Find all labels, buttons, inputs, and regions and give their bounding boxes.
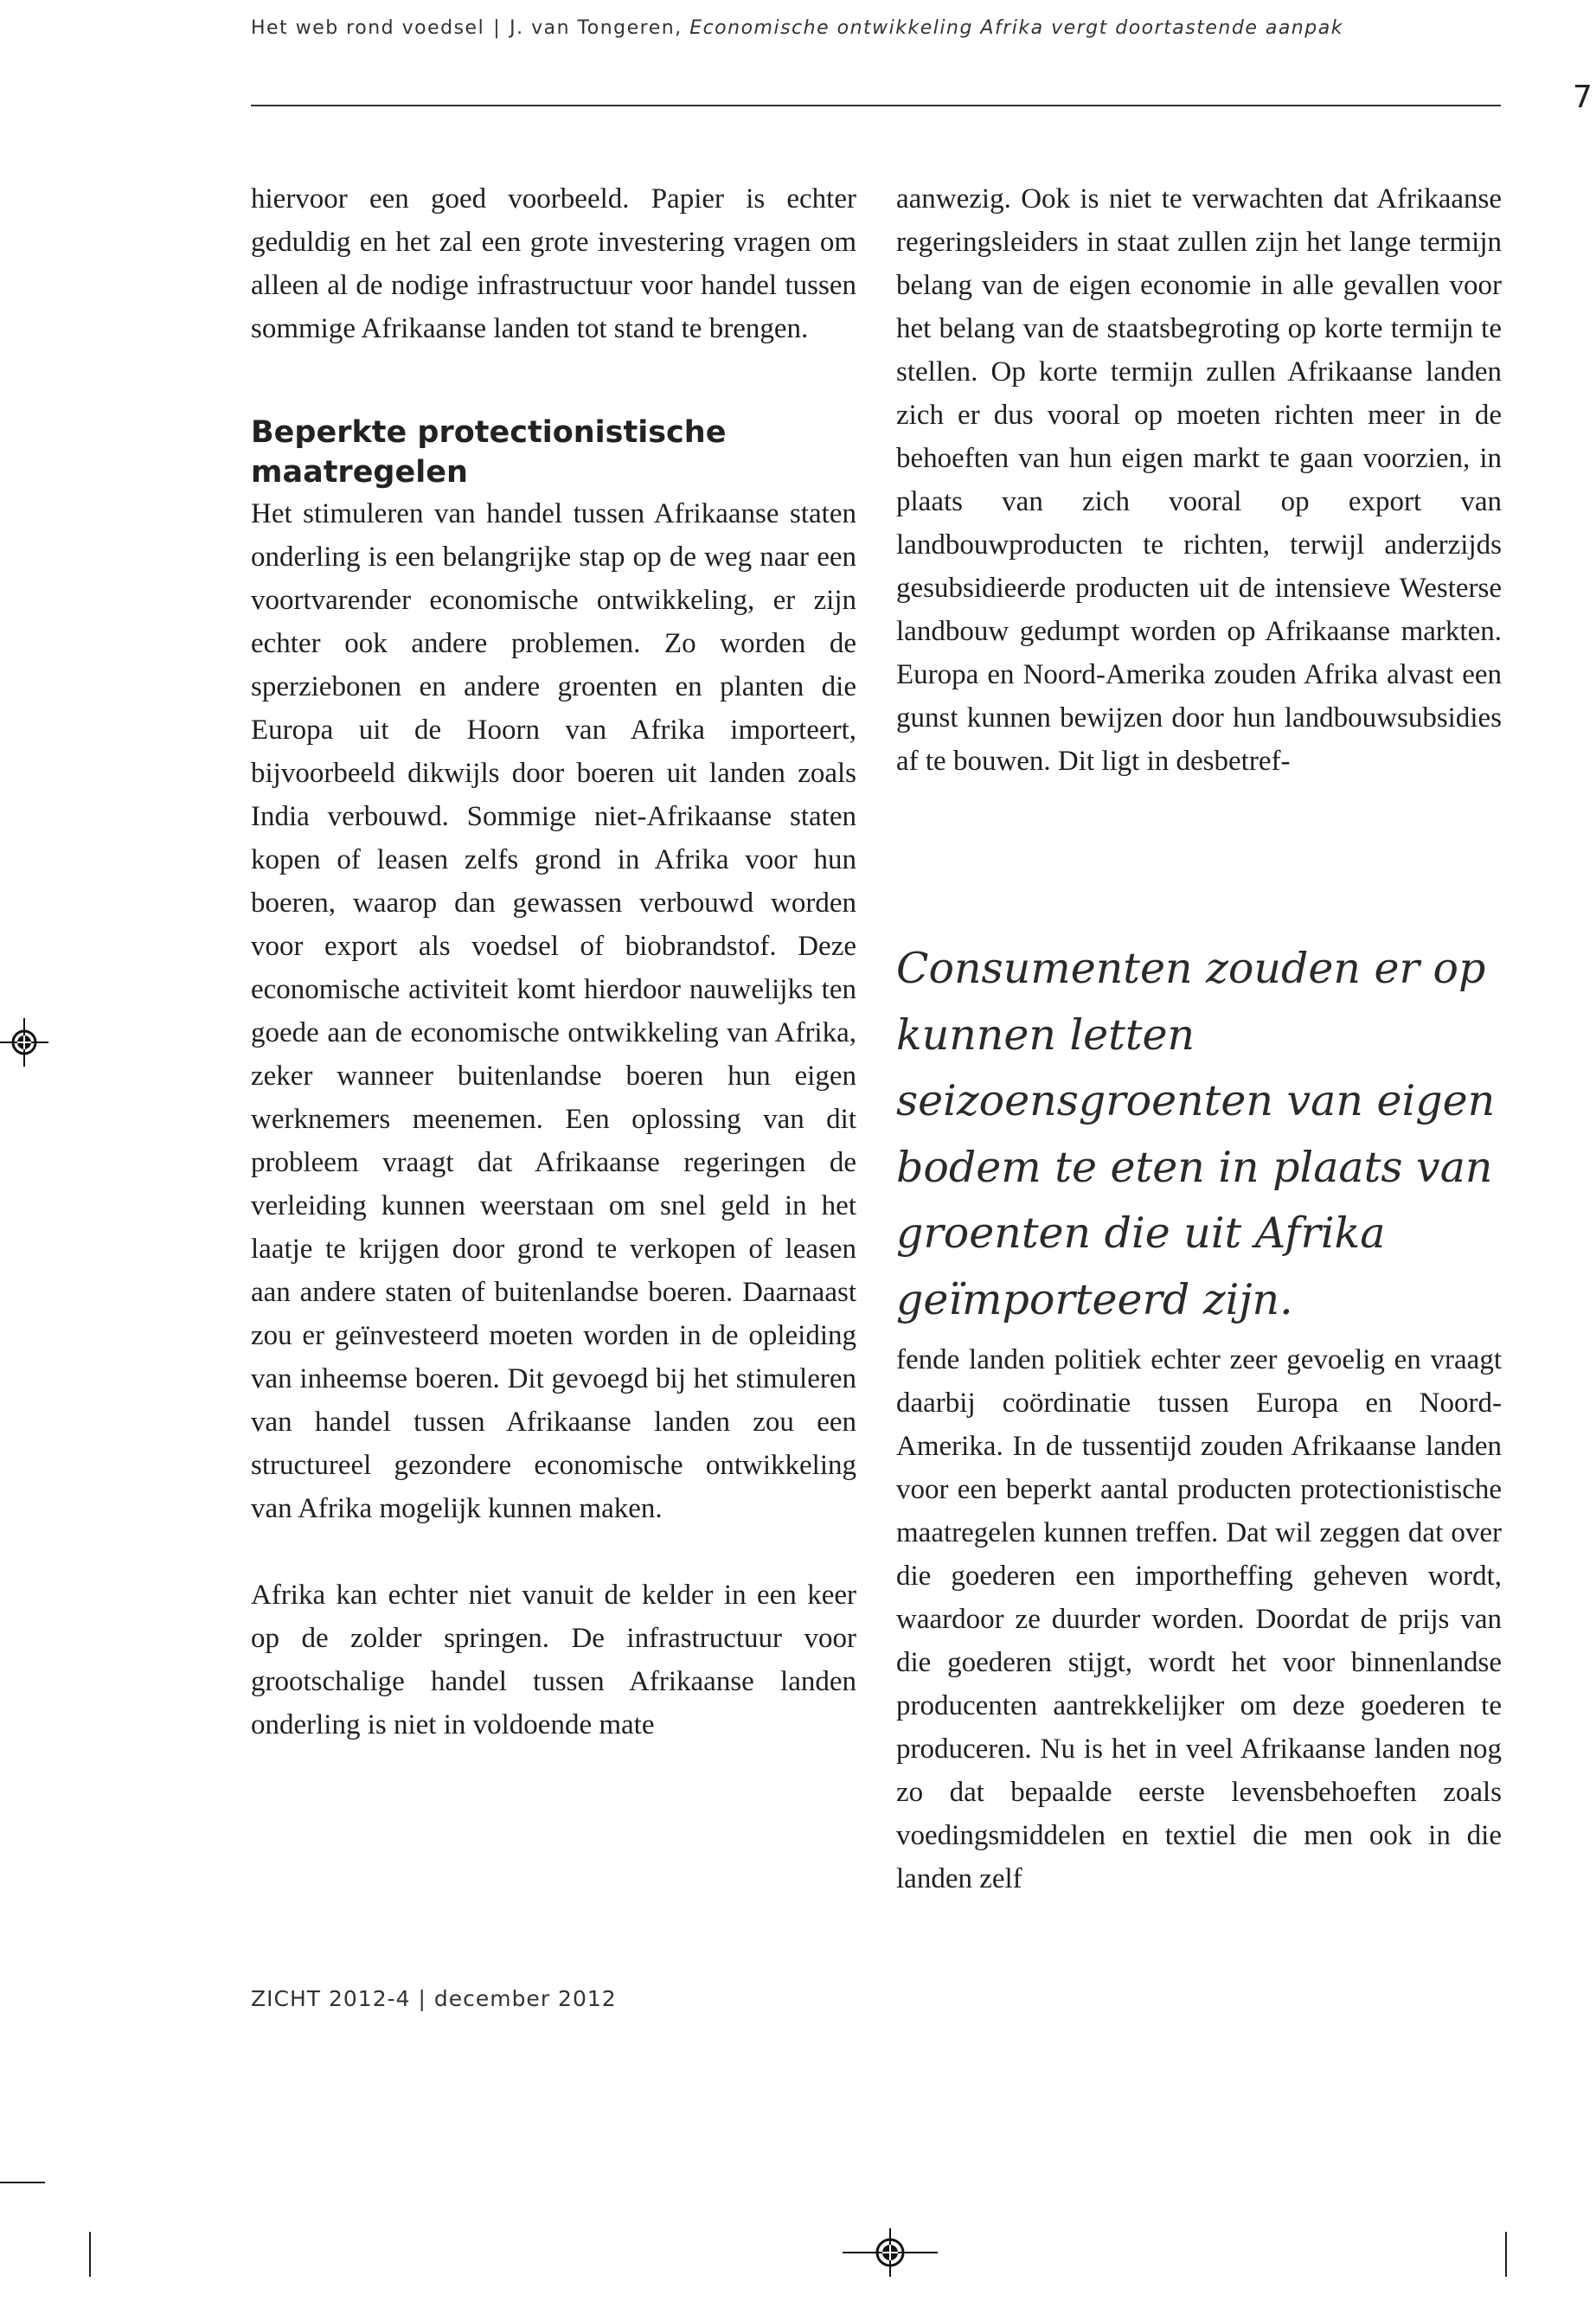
header-publication: Het web rond voedsel [251, 17, 485, 39]
page-number: 7 [1573, 80, 1593, 115]
body-paragraph-1: Het stimuleren van handel tussen Afrikaanse staten onderling is een belangrijke stap op de weg naar een voortvarender economische ontwikkeling, er zijn echter ook andere problemen. Zo worden de sperziebonen en andere groenten en planten die Europa uit de Hoorn van Afrika importeert, bijvoorbeeld dikwijls door boeren uit landen zoals India verbouwd. Sommige niet-Afrikaanse staten kopen of leasen zelfs grond in Afrika voor hun boeren, waarop dan gewassen verbouwd worden voor export als voedsel of biobrandstof. Deze economische activiteit komt hierdoor nauwelijks ten goede aan de economische ontwikkeling van Afrika, zeker wanneer buitenlandse boeren hun eigen werknemers meenemen. Een oplossing van dit probleem vraagt dat Afrikaanse regeringen de verleiding kunnen weerstaan om snel geld in het laatje te krijgen door grond te verkopen of leasen aan andere staten of buitenlandse boeren. Daarnaast zou er geïnvesteerd moeten worden in de opleiding van inheemse boeren. Dit gevoegd bij het stimuleren van handel tussen Afrikaanse landen zou een structureel gezondere economische ontwikkeling van Afrika mogelijk kunnen maken. [251, 498, 856, 1524]
right-column-top [896, 177, 1502, 783]
right-paragraph-top: aanwezig. Ook is niet te verwachten dat Afrikaanse regeringsleiders in staat zullen zijn het lange termijn belang van de eigen economie in alle gevallen voor het belang van de staatsbegroting op korte termijn te stellen. Op korte termijn zullen Afrikaanse landen zich er dus vooral op moeten richten meer in de behoeften van hun eigen markt te gaan voorzien, in plaats van zich vooral op export van landbouwproducten te richten, terwijl anderzijds gesubsidieerde producten uit de intensieve Westerse landbouw gedumpt worden op Afrikaanse markten. Europa en Noord-Amerika zouden Afrika alvast een gunst kunnen bewijzen door hun landbouwsubsidies af te bouwen. Dit ligt in desbetref- [896, 183, 1502, 777]
section-heading: Beperkte protectionistische maatregelen [251, 415, 727, 490]
left-column [251, 177, 856, 1747]
body-paragraph-2: Afrika kan echter niet vanuit de kelder in een keer op de zolder springen. De infrastructuur voor grootschalige handel tussen Afrikaanse landen onderling is niet in voldoende mate [251, 1580, 856, 1740]
right-paragraph-bottom: fende landen politiek echter zeer gevoelig en vraagt daarbij coördinatie tussen Europa en Noord-Amerika. In de tussentijd zouden Afrikaanse landen voor een beperkt aantal producten protectionistische maatregelen kunnen treffen. Dat wil zeggen dat over die goederen een importheffing geheven wordt, waardoor ze duurder worden. Doordat de prijs van die goederen stijgt, wordt het voor binnenlandse producenten aantrekkelijker om deze goederen te produceren. Nu is het in veel Afrikaanse landen nog zo dat bepaalde eerste levensbehoeften zoals voedingsmiddelen en textiel die men ook in die landen zelf [896, 1344, 1502, 1894]
intro-paragraph: hiervoor een goed voorbeeld. Papier is echter geduldig en het zal een grote investering vragen om alleen al de nodige infrastructuur voor handel tussen sommige Afrikaanse landen tot stand te brengen. [251, 183, 856, 344]
footer-issue: ZICHT 2012-4 | december 2012 [251, 1986, 617, 2011]
header-article-title: Economische ontwikkeling Afrika vergt doortastende aanpak [689, 17, 1343, 39]
right-column-bottom [896, 1338, 1502, 1900]
running-header [251, 17, 1505, 39]
crop-mark-vertical-left [89, 2232, 91, 2277]
crop-mark-horizontal [0, 2182, 45, 2183]
crop-mark-vertical-right [1505, 2232, 1507, 2277]
header-separator: | [493, 17, 502, 39]
header-rule [251, 105, 1501, 106]
registration-mark-icon [0, 1018, 48, 1067]
pull-quote: Consumenten zouden er op kunnen letten seizoensgroenten van eigen bodem te eten in plaats van groenten die uit Afrika geïmporteerd zijn. [896, 944, 1496, 1324]
header-author: J. van Tongeren, [510, 17, 683, 39]
registration-mark-bottom-icon [843, 2228, 938, 2277]
